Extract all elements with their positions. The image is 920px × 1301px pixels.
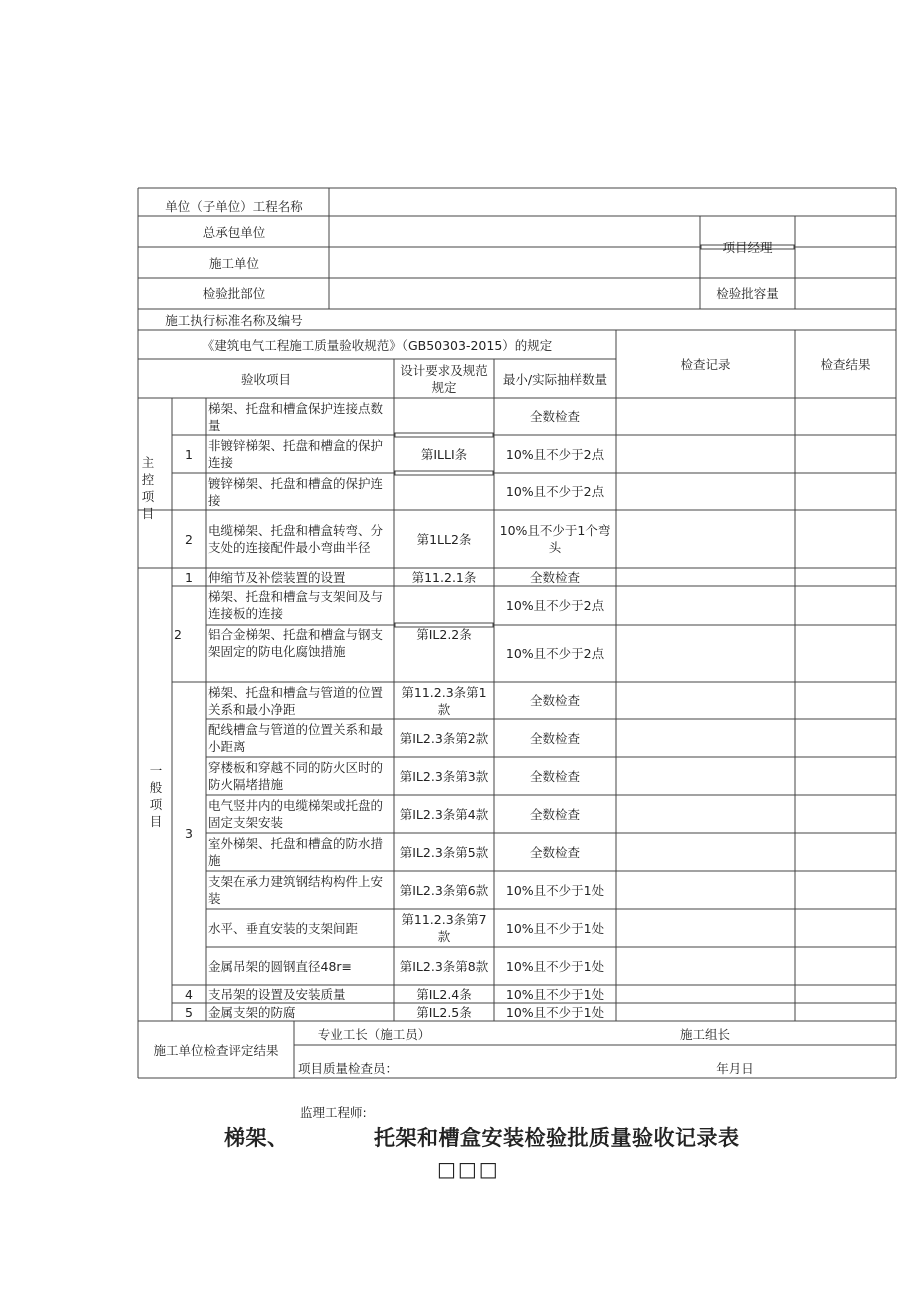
column-requirement: 设计要求及规范规定 [400,363,488,395]
general-item-req: 第11.2.1条 [411,569,477,585]
general-item-sampling: 全数检查 [529,693,580,708]
general-item-req: 第IL2.2条 [416,626,472,642]
code-reference: 《建筑电气工程施工质量验收规范》（GB50303-2015）的规定 [201,338,553,353]
standard-label: 施工执行标准名称及编号 [165,312,303,328]
general-item-req: 第IL2.3条第6款 [399,882,489,898]
supervisor-label: 监理工程师: [300,1105,367,1120]
general-item-sampling: 10%且不少于1处 [505,920,605,936]
project-manager-label: 项目经理 [722,240,773,255]
main-item-sampling: 全数检查 [529,409,580,424]
inspector-label: 项目质量检查员： [298,1060,399,1076]
main-item-desc: 梯架、托盘和槽盒保护连接点数量 [208,400,384,433]
general-item-req: 第IL2.4条 [416,986,472,1002]
general-item-desc: 梯架、托盘和槽盒与管道的位置关系和最小净距 [208,684,384,717]
general-item-desc: 金属支架的防腐 [208,1004,296,1020]
general-item-desc: 支架在承力建筑钢结构构件上安装 [208,874,384,906]
general-item-no: 4 [185,986,193,1002]
general-item-desc: 电气竖井内的电缆梯架或托盘的固定支架安装 [208,798,384,830]
eval-label: 施工单位检查评定结果 [153,1042,279,1058]
general-item-req: 第IL2.3条第5款 [399,844,489,860]
general-item-sampling: 全数检查 [529,768,580,784]
column-sampling: 最小/实际抽样数量 [502,371,608,387]
project-name-label: 单位（子单位）工程名称 [165,198,303,214]
general-item-desc: 水平、垂直安装的支架间距 [208,920,359,936]
general-item-no: 3 [185,825,193,841]
general-item-req: 第11.2.3条第1款 [401,684,487,717]
main-item-no: 2 [185,531,193,547]
general-item-req: 第IL2.3条第2款 [399,730,489,746]
general-item-sampling: 10%且不少于1处 [505,882,605,898]
general-item-desc: 伸缩节及补偿装置的设置 [208,569,346,585]
general-item-sampling: 全数检查 [529,806,580,822]
general-item-req: 第IL2.3条第3款 [399,768,489,784]
column-record: 检查记录 [680,357,731,372]
column-item: 验收项目 [240,371,291,387]
main-item-req: 第ILLI条 [420,446,468,462]
general-item-no: 2 [174,626,182,642]
main-item-desc: 镀锌梯架、托盘和槽盒的保护连接 [208,475,384,508]
main-item-sampling: 10%且不少于2点 [505,446,605,462]
general-item-desc: 室外梯架、托盘和槽盒的防水措施 [208,836,384,868]
general-item-desc: 支吊架的设置及安装质量 [208,986,346,1002]
general-item-sampling: 全数检查 [529,730,580,746]
main-item-sampling: 10%且不少于1个弯头 [499,523,611,555]
general-item-no: 1 [185,569,193,585]
main-item-req: 第1LL2条 [416,531,472,547]
foreman-label: 专业工长（施工员） [317,1026,431,1042]
column-result: 检查结果 [820,357,871,372]
main-item-desc: 电缆梯架、托盘和槽盒转弯、分支处的连接配件最小弯曲半径 [208,523,384,555]
general-item-sampling: 10%且不少于1处 [505,958,605,974]
team-leader-label: 施工组长 [679,1026,730,1042]
general-item-no: 5 [185,1004,193,1020]
general-item-req: 第11.2.3条第7款 [401,912,487,944]
construction-unit-label: 施工单位 [208,255,259,271]
batch-location-label: 检验批部位 [202,286,266,301]
general-item-sampling: 10%且不少于2点 [505,598,605,613]
general-item-sampling: 全数检查 [529,569,580,585]
general-item-desc: 梯架、托盘和槽盒与支架间及与连接板的连接 [208,589,384,621]
main-item-no: 1 [185,446,193,462]
general-contractor-label: 总承包单位 [202,224,266,240]
placeholder-boxes: □□□ [437,1157,500,1181]
form-title-part1: 梯架、 [224,1126,289,1150]
general-item-desc: 铝合金梯架、托盘和槽盒与钢支架固定的防电化腐蚀措施 [208,627,384,659]
main-item-desc: 非镀锌梯架、托盘和槽盒的保护连接 [208,438,384,470]
general-item-sampling: 10%且不少于1处 [505,986,605,1002]
general-item-desc: 穿楼板和穿越不同的防火区时的防火隔堵措施 [208,760,384,792]
general-item-sampling: 10%且不少于2点 [505,646,605,661]
form-title-part2: 托架和槽盒安装检验批质量验收记录表 [374,1126,740,1150]
main-item-sampling: 10%且不少于2点 [505,484,605,499]
general-item-req: 第IL2.3条第4款 [399,806,489,822]
general-item-sampling: 10%且不少于1处 [505,1004,605,1020]
general-item-req: 第IL2.5条 [416,1004,472,1020]
group-main: 主控项目 [141,455,155,521]
group-general: 一般项目 [149,763,163,829]
general-item-sampling: 全数检查 [529,844,580,860]
batch-capacity-label: 检验批容量 [716,286,779,301]
date-label: 年月日 [716,1060,754,1076]
general-item-desc: 金属吊架的圆钢直径48r≡ [208,958,353,974]
general-item-req: 第IL2.3条第8款 [399,958,489,974]
general-item-desc: 配线槽盒与管道的位置关系和最小距离 [208,722,384,754]
